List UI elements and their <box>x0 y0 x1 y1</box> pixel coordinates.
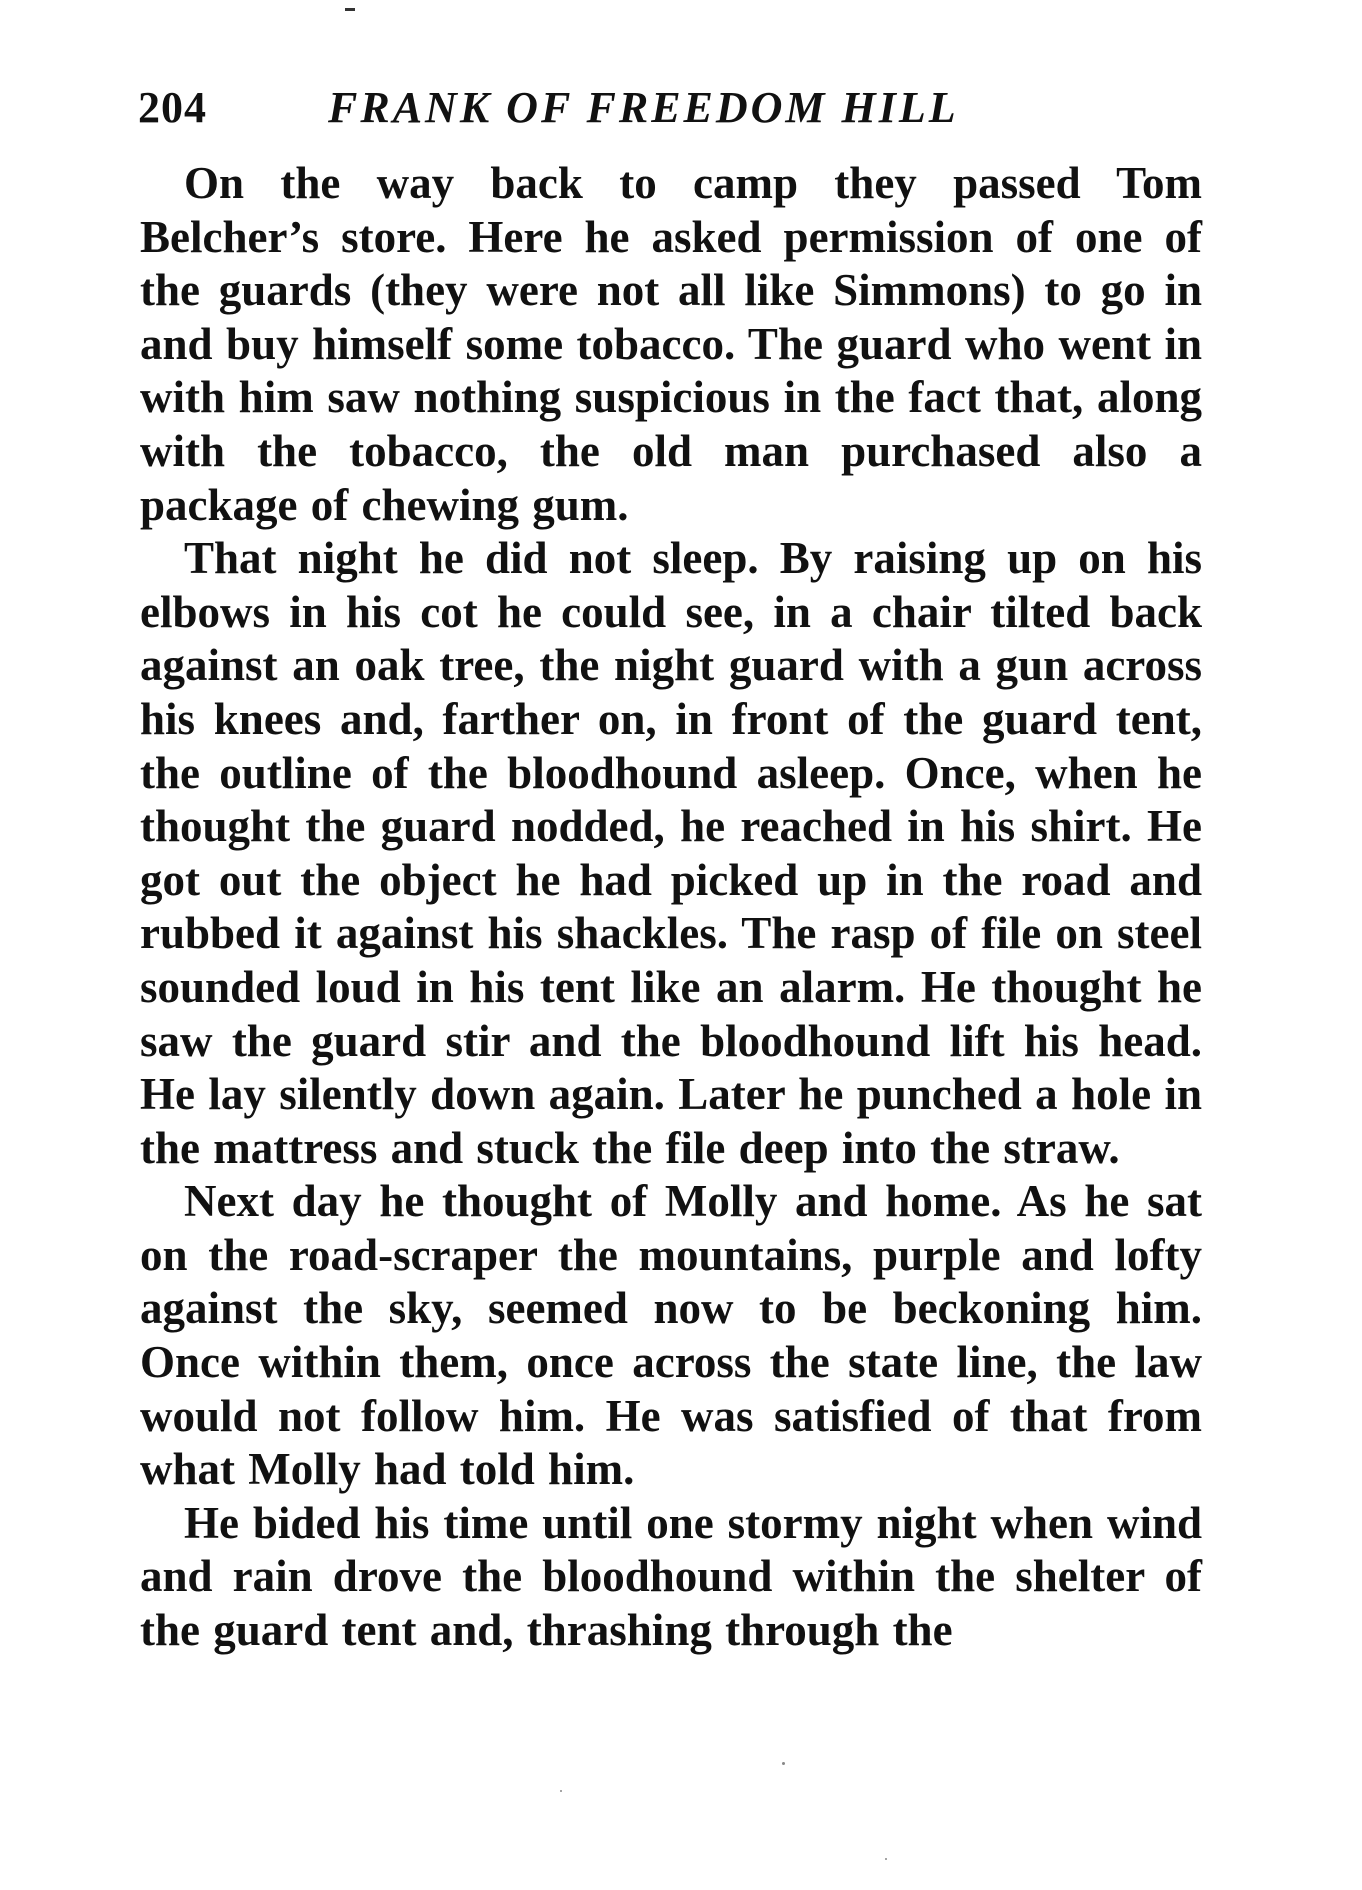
scan-speck <box>782 1762 785 1765</box>
page-header <box>138 82 1198 142</box>
running-title: FRANK OF FREEDOM HILL <box>328 83 959 132</box>
scan-speck <box>560 1790 562 1792</box>
page-number: 204 <box>138 83 207 132</box>
paragraph: On the way back to camp they passed Tom Belcher’s store. Here he asked permission of one of the guards (they were not all like Simmons) to go in and buy himself some tobacco. The guard who went in with him saw nothing suspicious in the fact that, along with the tobacco, the old man purchased also a package of chewing gum. <box>140 158 1202 530</box>
scan-mark <box>345 8 355 11</box>
paragraph: Next day he thought of Molly and home. As he sat on the road-scraper the mountains, purple and lofty against the sky, seemed now to be beckoning him. Once within them, once across the state line, the law would not follow him. He was satisfied of that from what Molly had told him. <box>140 1176 1202 1495</box>
paragraph: That night he did not sleep. By raising up on his elbows in his cot he could see, in a chair tilted back against an oak tree, the night guard with a gun across his knees and, farther on, in front of the guard tent, the outline of the bloodhound asleep. Once, when he thought the guard nodded, he reached in his shirt. He got out the object he had picked up in the road and rubbed it against his shackles. The rasp of file on steel sounded loud in his tent like an alarm. He thought he saw the guard stir and the bloodhound lift his head. He lay silently down again. Later he punched a hole in the mattress and stuck the file deep into the straw. <box>140 533 1202 1173</box>
body-text <box>140 157 1202 1658</box>
paragraph: He bided his time until one stormy night when wind and rain drove the bloodhound within the shelter of the guard tent and, thrashing through the <box>140 1497 1202 1656</box>
scan-speck <box>885 1858 887 1860</box>
